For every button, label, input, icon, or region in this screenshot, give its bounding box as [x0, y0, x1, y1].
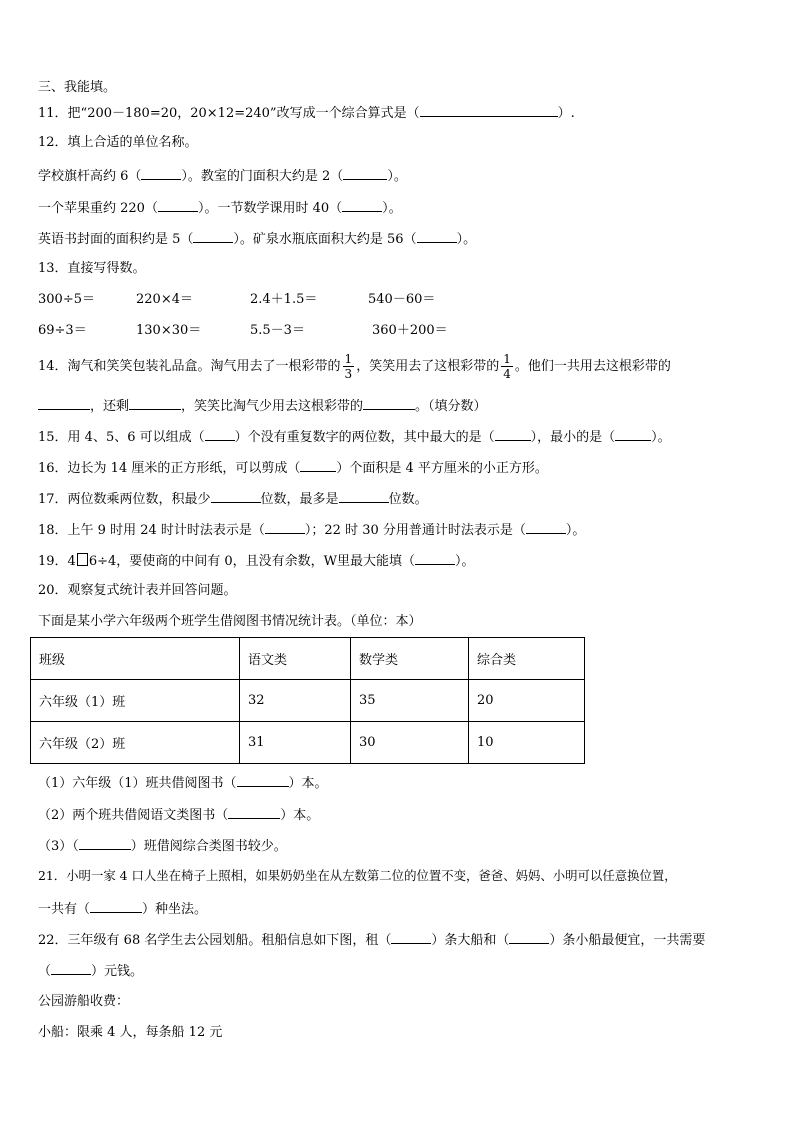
- q12-line2-part-c: ）。: [382, 201, 402, 216]
- answer-blank[interactable]: [300, 458, 336, 472]
- fraction-one-third: [343, 352, 355, 381]
- question-21-line-1: 21．小明一家 4 口人坐在椅子上照相，如果奶奶坐在从左数第二位的位置不变，爸爸、妈妈、小明可以任意换位置，: [38, 868, 677, 883]
- q11-after: ）.: [557, 106, 575, 121]
- q22-line2-part-a: （: [38, 964, 52, 979]
- q22-line1-part-c: ）条小船最便宜，一共需要: [549, 933, 706, 948]
- question-12-line-2: [38, 198, 402, 218]
- q20-sub3-part-b: ）班借阅综合类图书较少。: [130, 839, 287, 854]
- q22-line1-part-a: 22．三年级有 68 名学生去公园划船。租船信息如下图，租（: [38, 933, 392, 948]
- question-20-sub-2: [38, 805, 319, 825]
- answer-blank[interactable]: [38, 396, 90, 410]
- q12-line3-part-c: ）。: [456, 232, 477, 247]
- q12-line1-part-c: ）。: [387, 169, 407, 184]
- question-12-line-3: [38, 229, 476, 249]
- q20-sub1-part-a: （1）六年级（1）班共借阅图书（: [38, 776, 237, 791]
- fraction-numerator: 1: [503, 352, 511, 366]
- table-cell: 10: [469, 722, 585, 764]
- q15-part-b: ）个没有重复数字的两位数，其中最大的是（: [234, 430, 495, 445]
- answer-blank[interactable]: [526, 520, 566, 534]
- q15-part-c: ），最小的是（: [530, 430, 616, 445]
- table-cell: 30: [351, 722, 469, 764]
- answer-blank[interactable]: [509, 930, 549, 944]
- question-22-line-2: [38, 961, 143, 981]
- table-cell: 20: [469, 680, 585, 722]
- q20-sub2-part-a: （2）两个班共借阅语文类图书（: [38, 808, 229, 823]
- question-13-title: 13．直接写得数。: [38, 261, 146, 276]
- answer-blank[interactable]: [51, 961, 91, 975]
- q18-part-a: 18．上午 9 时用 24 时计时法表示是（: [38, 523, 265, 538]
- question-12-title: 12．填上合适的单位名称。: [38, 135, 198, 150]
- fee-title: 公园游船收费：: [38, 994, 130, 1009]
- q14-part-3: 。他们一共用去这根彩带的: [514, 359, 671, 374]
- q20-sub3-part-a: （3）（: [38, 839, 79, 854]
- calc-item: 220×4＝: [136, 292, 193, 307]
- answer-blank[interactable]: [141, 166, 181, 180]
- answer-blank[interactable]: [343, 166, 387, 180]
- question-17: [38, 489, 428, 509]
- digit-box[interactable]: [77, 553, 88, 566]
- q22-line1-part-b: ）条大船和（: [431, 933, 510, 948]
- q12-line3-part-a: 英语书封面的面积约是 5（: [38, 232, 194, 247]
- answer-blank[interactable]: [79, 836, 131, 850]
- table-cell: 六年级（1）班: [31, 680, 240, 722]
- q15-part-a: 15．用 4、5、6 可以组成（: [38, 430, 205, 445]
- answer-blank[interactable]: [228, 805, 280, 819]
- q18-part-b: ）；22 时 30 分用普通计时法表示是（: [304, 523, 526, 538]
- q14-line2-part-b: ，笑笑比淘气少用去这根彩带的: [181, 399, 364, 414]
- table-cell: 32: [240, 680, 351, 722]
- header-cell: 语文类: [240, 638, 351, 680]
- fraction-denominator: 3: [344, 367, 353, 381]
- question-14-line-1: [38, 352, 671, 382]
- table-header-row: [31, 638, 585, 680]
- q17-part-c: 位数。: [388, 492, 428, 507]
- answer-blank[interactable]: [342, 198, 382, 212]
- question-21-line-2: [38, 899, 207, 919]
- q18-part-c: ）。: [565, 523, 586, 538]
- q12-line2-part-a: 一个苹果重约 220（: [38, 201, 158, 216]
- answer-blank[interactable]: [193, 229, 233, 243]
- q17-part-b: 位数，最多是: [260, 492, 339, 507]
- calc-item: 130×30＝: [136, 323, 202, 338]
- fraction-one-fourth: [501, 352, 513, 381]
- question-11: [38, 103, 575, 123]
- calc-item: 69÷3＝: [38, 323, 87, 338]
- table-caption: 下面是某小学六年级两个班学生借阅图书情况统计表。（单位：本）: [38, 614, 422, 629]
- q11-text: 11．把“200－180=20，20×12=240”改写成一个综合算式是（: [38, 106, 420, 121]
- answer-blank[interactable]: [495, 427, 531, 441]
- q12-line1-part-b: ）。教室的门面积大约是 2（: [181, 169, 344, 184]
- header-cell: 综合类: [469, 638, 585, 680]
- q21-line2-part-b: ）种坐法。: [142, 902, 208, 917]
- q16-part-a: 16．边长为 14 厘米的正方形纸，可以剪成（: [38, 461, 301, 476]
- small-boat-info: 小船：限乘 4 人，每条船 12 元: [38, 1025, 223, 1040]
- q12-line1-part-a: 学校旗杆高约 6（: [38, 169, 142, 184]
- q21-line2-part-a: 一共有（: [38, 902, 91, 917]
- answer-blank[interactable]: [211, 489, 261, 503]
- answer-blank[interactable]: [363, 396, 415, 410]
- question-20-sub-3: [38, 836, 287, 856]
- answer-blank[interactable]: [90, 899, 142, 913]
- q14-line2-part-c: 。（填分数）: [415, 399, 487, 414]
- answer-blank[interactable]: [265, 520, 305, 534]
- table-row: [31, 680, 585, 722]
- statistics-table: [30, 637, 585, 764]
- answer-blank[interactable]: [237, 773, 289, 787]
- question-22-line-1: [38, 930, 705, 950]
- question-20-sub-1: [38, 773, 328, 793]
- question-18: [38, 520, 585, 540]
- q15-part-d: ）。: [651, 430, 671, 445]
- answer-blank[interactable]: [129, 396, 181, 410]
- question-19: [38, 551, 475, 571]
- question-20-title: 20．观察复式统计表并回答问题。: [38, 583, 237, 598]
- question-15: [38, 427, 671, 447]
- answer-blank[interactable]: [420, 103, 558, 117]
- fraction-denominator: 4: [503, 367, 511, 381]
- calc-item: 300÷5＝: [38, 292, 95, 307]
- answer-blank[interactable]: [417, 229, 457, 243]
- answer-blank[interactable]: [615, 427, 651, 441]
- q22-line2-part-b: ）元钱。: [91, 964, 144, 979]
- q12-line2-part-b: ）。一节数学课用时 40（: [197, 201, 343, 216]
- calc-item: 360＋200＝: [372, 323, 448, 338]
- question-12-line-1: [38, 166, 407, 186]
- answer-blank[interactable]: [415, 551, 455, 565]
- header-cell: 班级: [31, 638, 240, 680]
- q14-part-2: ，笑笑用去了这根彩带的: [356, 359, 500, 374]
- q16-part-b: ）个面积是 4 平方厘米的小正方形。: [336, 461, 548, 476]
- table-cell: 35: [351, 680, 469, 722]
- answer-blank[interactable]: [158, 198, 198, 212]
- q17-part-a: 17．两位数乘两位数，积最少: [38, 492, 211, 507]
- q14-part-1: 14．淘气和笑笑包装礼品盒。淘气用去了一根彩带的: [38, 359, 341, 374]
- table-cell: 31: [240, 722, 351, 764]
- q19-part-b: 6÷4，要使商的中间有 0，且没有余数，W里最大能填（: [88, 554, 416, 569]
- answer-blank[interactable]: [391, 930, 431, 944]
- q14-line2-part-a: ，还剩: [90, 399, 130, 414]
- calc-item: 2.4＋1.5＝: [250, 292, 318, 307]
- q19-part-c: ）。: [455, 554, 475, 569]
- fraction-numerator: 1: [344, 352, 353, 366]
- answer-blank[interactable]: [339, 489, 389, 503]
- question-16: [38, 458, 548, 478]
- table-row: [31, 722, 585, 764]
- table-cell: 六年级（2）班: [31, 722, 240, 764]
- calc-item: 5.5－3＝: [250, 323, 305, 338]
- answer-blank[interactable]: [205, 427, 235, 441]
- calc-item: 540－60＝: [368, 292, 436, 307]
- q20-sub2-part-b: ）本。: [280, 808, 320, 823]
- q12-line3-part-b: ）。矿泉水瓶底面积大约是 56（: [233, 232, 417, 247]
- section-heading: 三、我能填。: [38, 80, 117, 95]
- q20-sub1-part-b: ）本。: [288, 776, 328, 791]
- q19-part-a: 19．4: [38, 554, 76, 569]
- question-14-line-2: [38, 396, 487, 416]
- header-cell: 数学类: [351, 638, 469, 680]
